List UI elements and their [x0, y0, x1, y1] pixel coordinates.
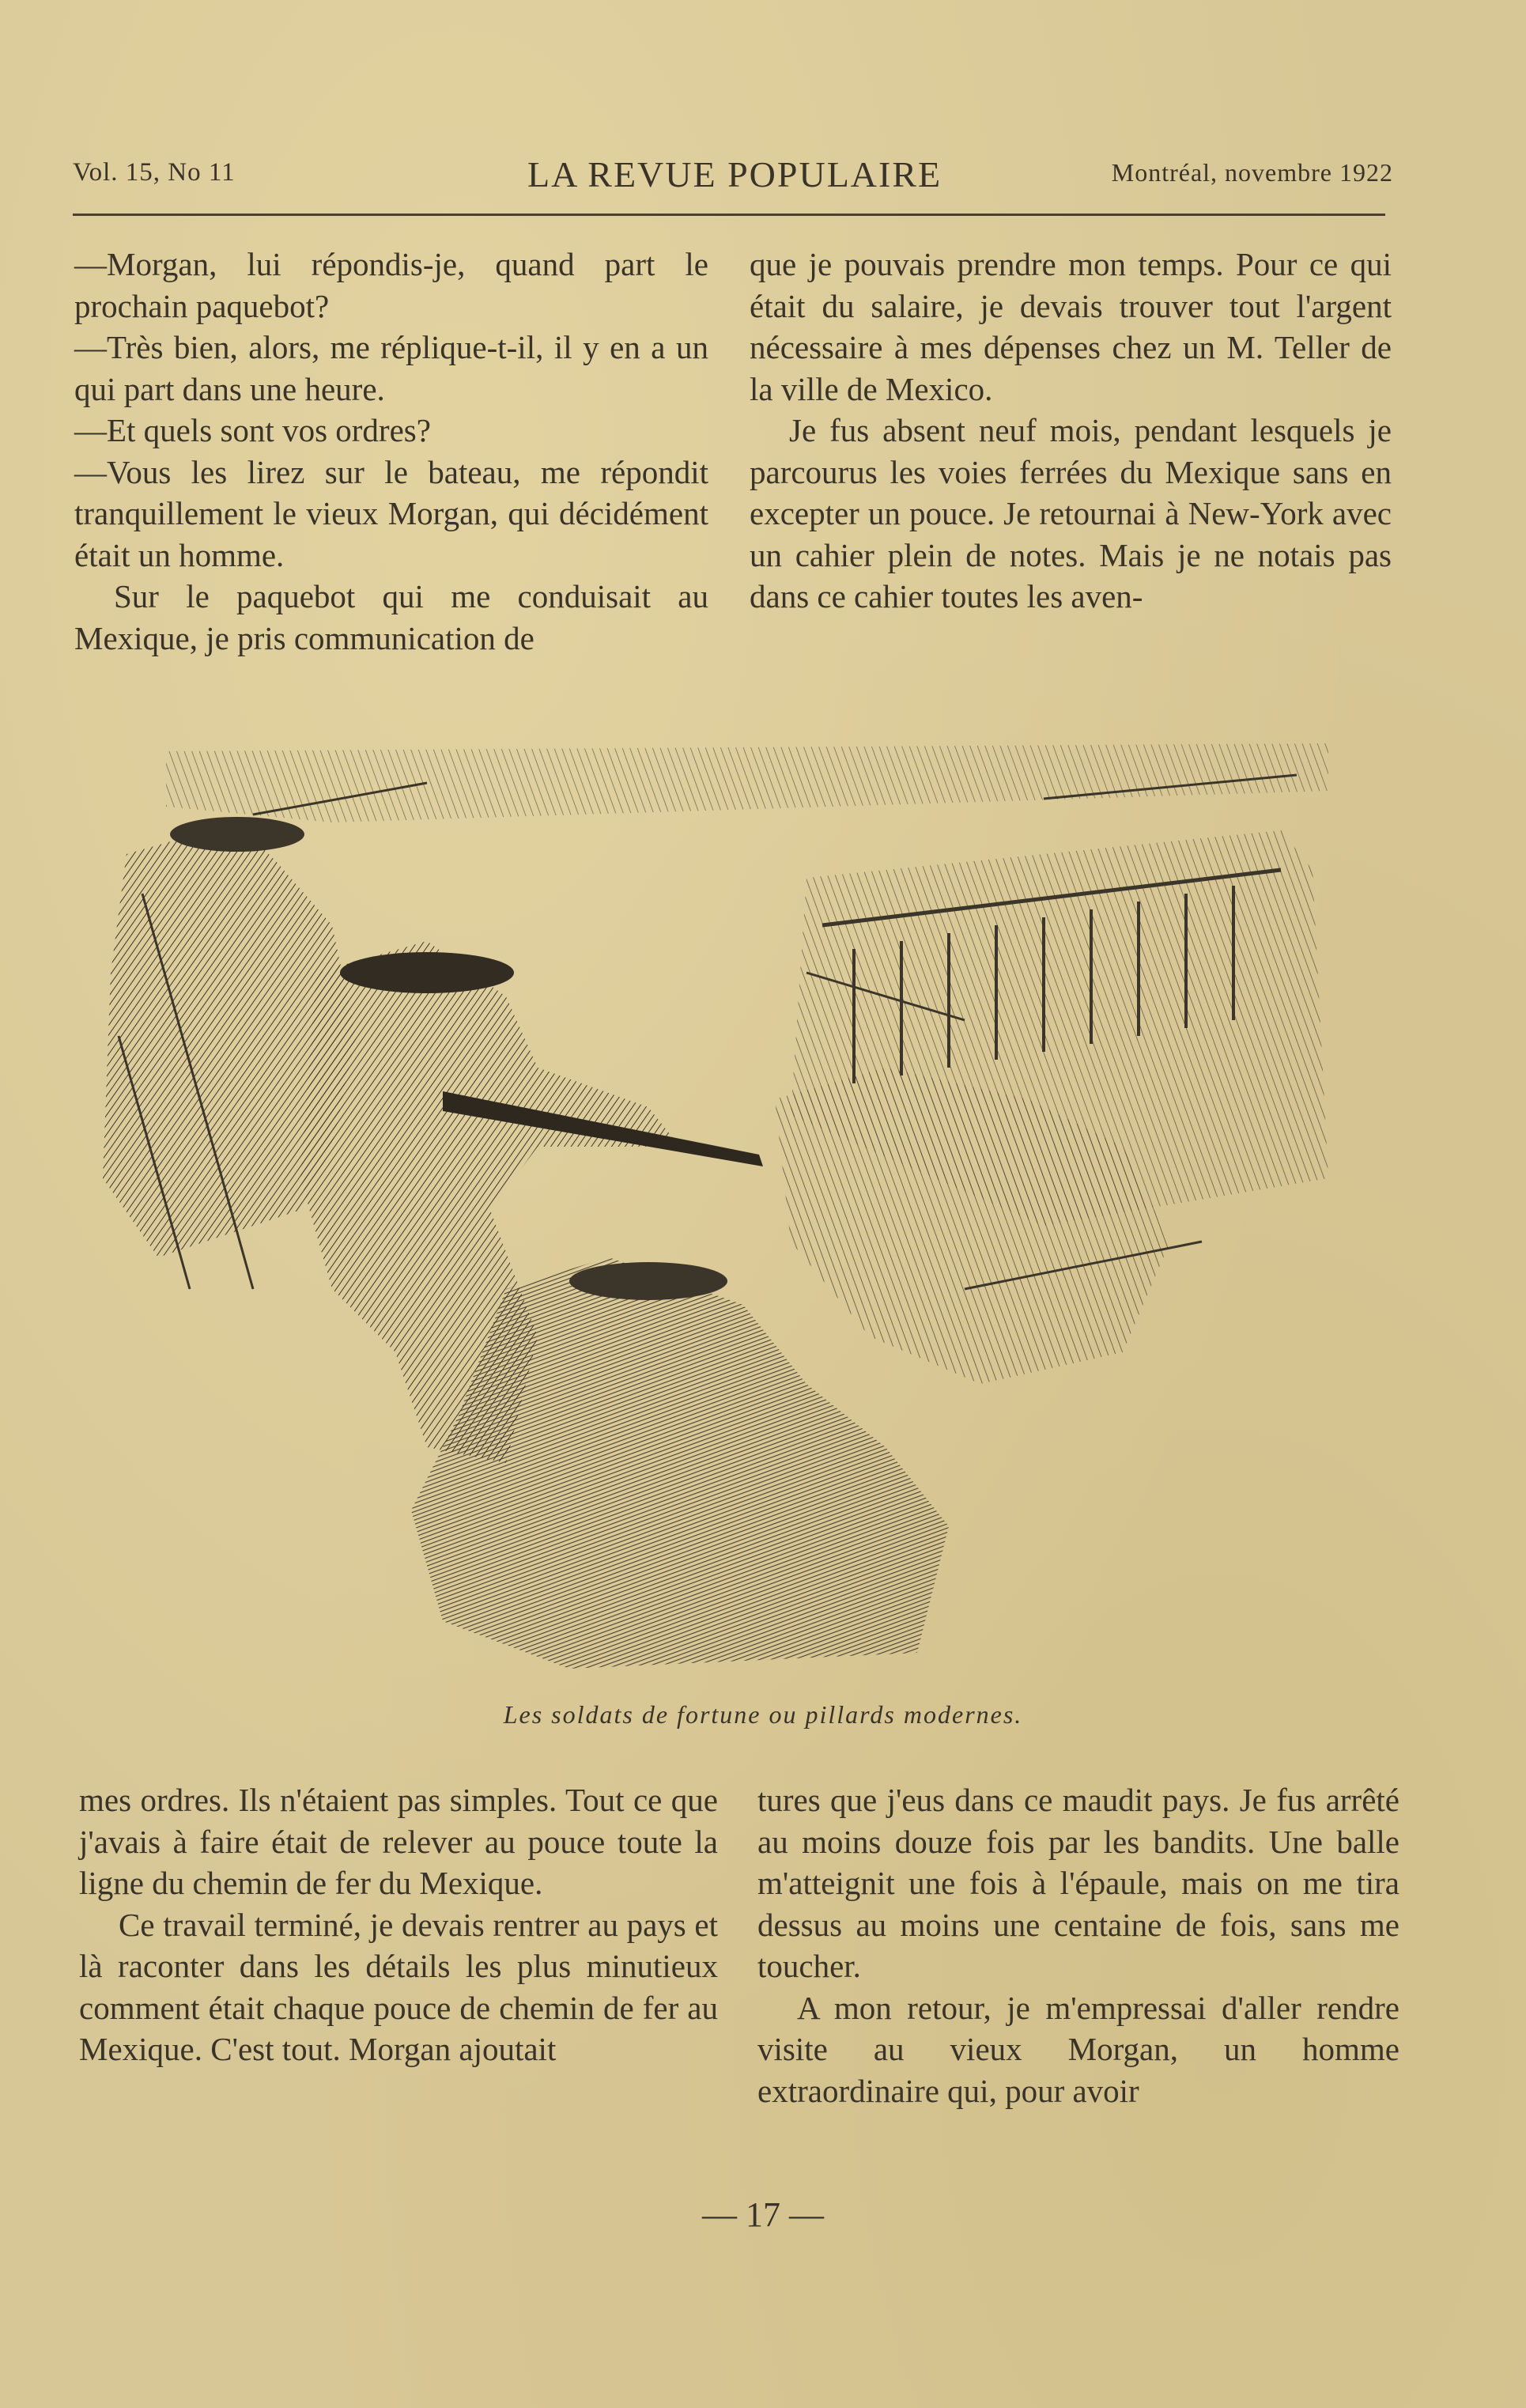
- illustration-caption: Les soldats de fortune ou pillards modernes.: [503, 1700, 1023, 1729]
- paragraph: que je pouvais prendre mon temps. Pour ce qui était du salaire, je devais trouver tout l'argent nécessaire à mes dépenses chez un M. Teller de la ville de Mexico.: [750, 246, 1392, 407]
- volume-number: Vol. 15, No 11: [73, 158, 236, 187]
- paragraph: mes ordres. Ils n'étaient pas simples. Tout ce que j'avais à faire était de relever au pouce toute la ligne du chemin de fer du Mexique.: [79, 1782, 718, 1901]
- issue-date: Montréal, novembre 1922: [1111, 158, 1393, 187]
- paragraph: —Très bien, alors, me réplique-t-il, il y en a un qui part dans une heure.: [74, 329, 708, 407]
- paragraph: tures que j'eus dans ce maudit pays. Je fus arrêté au moins douze fois par les bandits. Une balle m'atteignit une fois à l'épaule, mais on me tira dessus au moins une centaine de fois, sans me toucher.: [757, 1782, 1399, 1984]
- running-header: [73, 154, 1393, 214]
- paragraph: A mon retour, je m'empressai d'aller rendre visite au vieux Morgan, un homme extraordinaire qui, pour avoir: [757, 1989, 1399, 2109]
- paragraph: Sur le paquebot qui me conduisait au Mexique, je pris communication de: [74, 578, 708, 656]
- column-top-left: [74, 244, 708, 659]
- column-top-right: [750, 244, 1392, 618]
- sky-hatching: [166, 743, 1328, 822]
- page-number: — 17 —: [702, 2195, 824, 2234]
- illustration-soldiers-train: [95, 735, 1352, 1684]
- magazine-title: LA REVUE POPULAIRE: [527, 154, 942, 195]
- paragraph: —Morgan, lui répondis-je, quand part le prochain paquebot?: [74, 246, 708, 324]
- paragraph: Ce travail terminé, je devais rentrer au pays et là raconter dans les détails les plus minutieux comment était chaque pouce de chemin de fer au Mexique. C'est tout. Morgan ajoutait: [79, 1906, 718, 2067]
- column-bottom-right: [757, 1779, 1399, 2111]
- column-bottom-left: [79, 1779, 718, 2070]
- paragraph: —Vous les lirez sur le bateau, me répondit tranquillement le vieux Morgan, qui décidément était un homme.: [74, 453, 708, 573]
- paragraph: —Et quels sont vos ordres?: [74, 412, 431, 448]
- paragraph: Je fus absent neuf mois, pendant lesquels je parcourus les voies ferrées du Mexique sans en excepter un pouce. Je retournai à New-York avec un cahier plein de notes. Mais je ne notais pas dans ce cahier toutes les aven-: [750, 412, 1392, 614]
- header-rule: [73, 214, 1385, 216]
